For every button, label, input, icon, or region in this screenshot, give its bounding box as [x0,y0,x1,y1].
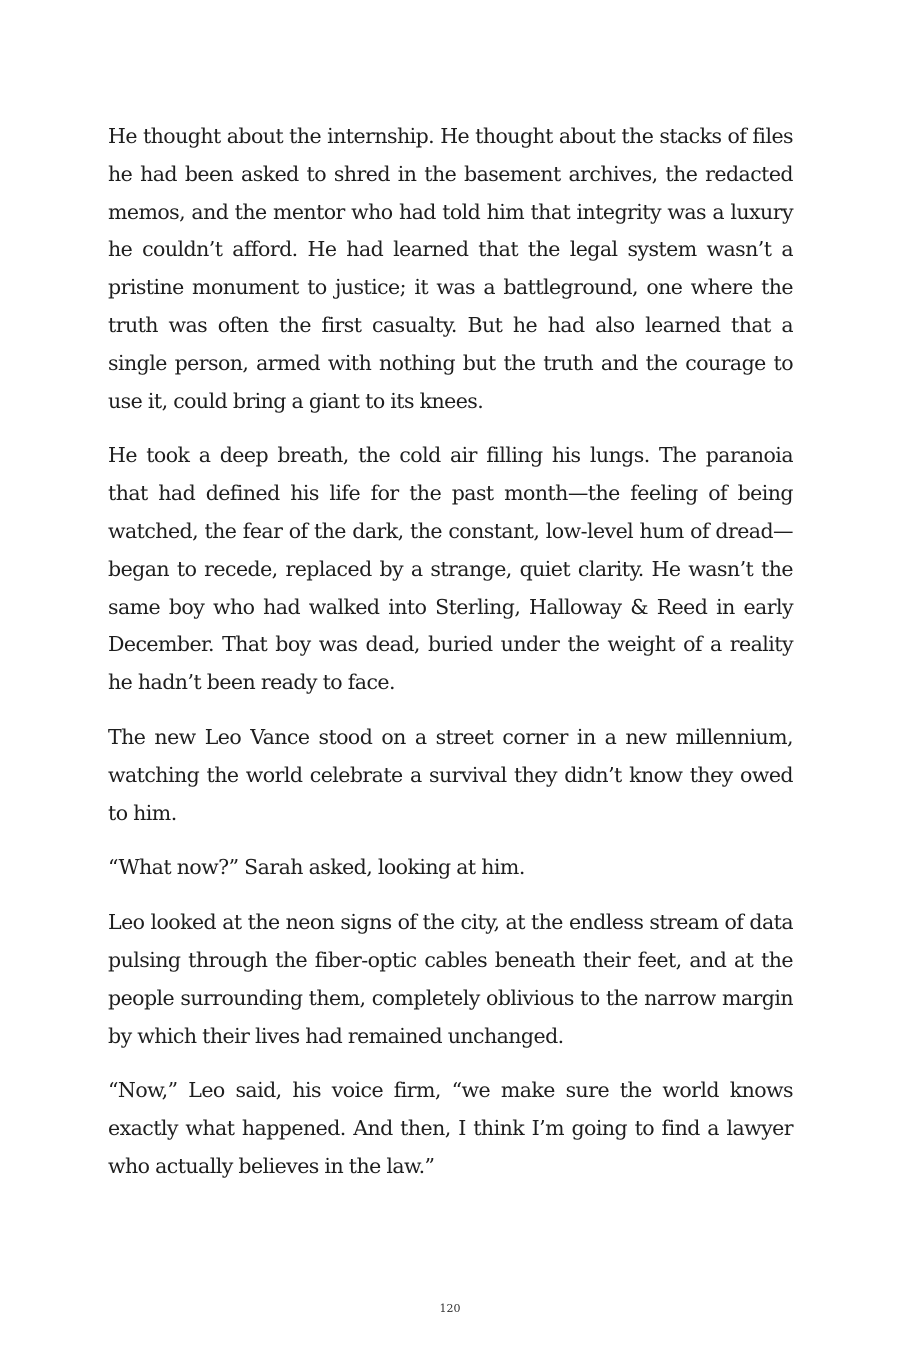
paragraph-6: “Now,” Leo said, his voice firm, “we make sure the world knows exactly what happened. And then, I think I’m going to find a lawyer who actually believes in the law.” [108,1078,793,1178]
paragraph-5: Leo looked at the neon signs of the city, at the endless stream of data pulsing through the fiber-optic cables beneath their feet, and at the people surrounding them, completely oblivious to the narrow margin by which their lives had remained unchanged. [108,910,793,1048]
paragraph-1: He thought about the internship. He thought about the stacks of files he had been asked to shred in the basement archives, the redacted memos, and the mentor who had told him that integrity was a luxury he couldn’t afford. He had learned that the legal system wasn’t a pristine monument to justice; it was a battleground, one where the truth was often the first casualty. But he had also learned that a single person, armed with nothing but the truth and the courage to use it, could bring a giant to its knees. [108,124,793,413]
page-number: 120 [439,1302,461,1315]
paragraph-4: “What now?” Sarah asked, looking at him. [108,855,525,880]
paragraph-2: He took a deep breath, the cold air filling his lungs. The paranoia that had defined his life for the past month—the feeling of being watched, the fear of the dark, the constant, low-level hum of dread—began to recede, replaced by a strange, quiet clarity. He wasn’t the same boy who had walked into Sterling, Halloway & Reed in early December. That boy was dead, buried under the weight of a reality he hadn’t been ready to face. [108,443,793,695]
body-text [108,118,793,1203]
paragraph-3: The new Leo Vance stood on a street corner in a new millennium, watching the world celebrate a survival they didn’t know they owed to him. [108,724,793,825]
